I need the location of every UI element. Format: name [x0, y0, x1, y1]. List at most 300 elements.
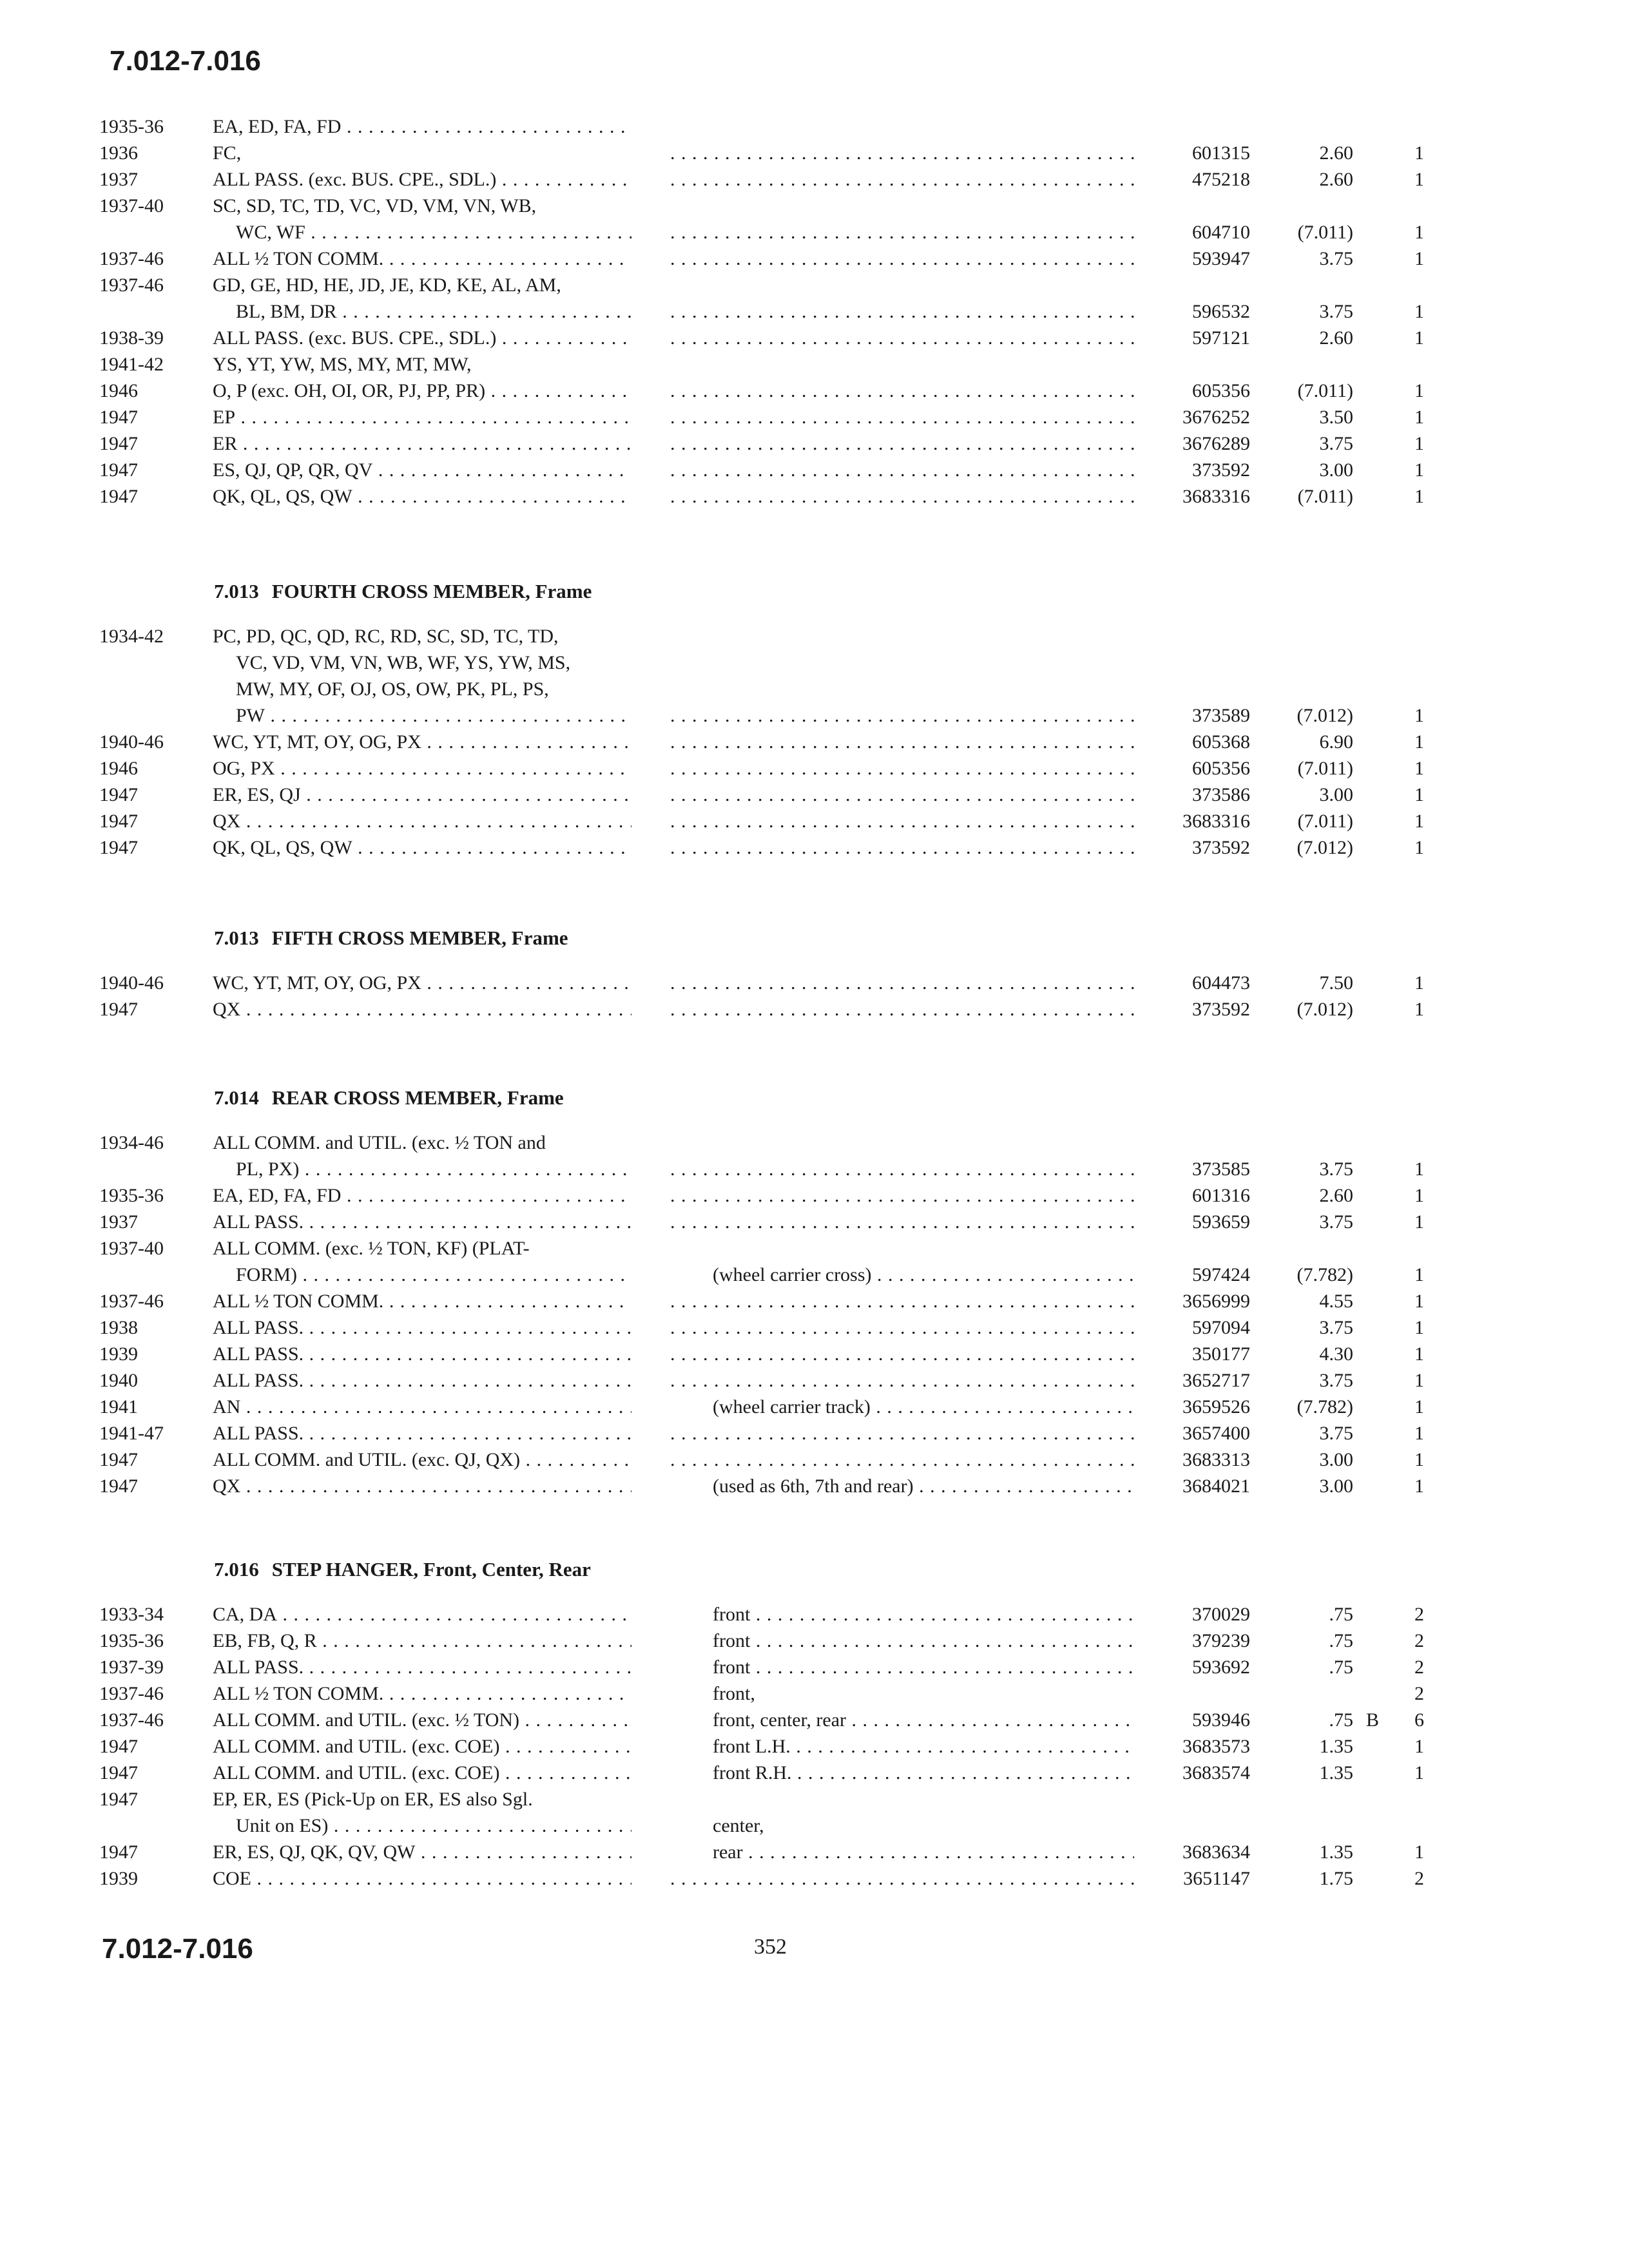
row-quantity: 1: [1414, 1423, 1424, 1444]
section-rows: [0, 1129, 1629, 1499]
table-row: [0, 298, 1629, 325]
row-price: 3.75: [1319, 1423, 1353, 1444]
row-models-text: ER . . .: [213, 433, 631, 454]
row-models: [236, 1262, 631, 1288]
row-models-text: GD, GE, HD, HE, JD, JE, KD, KE, AL, AM,: [213, 274, 561, 296]
row-models: [213, 1786, 631, 1812]
row-part-number: 475218: [1192, 169, 1250, 190]
row-year: 1947: [99, 1762, 138, 1783]
row-description: [670, 325, 1134, 351]
row-description-text: [670, 169, 1134, 190]
row-description-text: front R.H. . . .: [713, 1762, 1134, 1783]
table-row: [0, 1341, 1629, 1367]
row-quantity: 1: [1414, 1370, 1424, 1391]
row-description-text: [670, 999, 1134, 1020]
row-description: [670, 166, 1134, 193]
row-models: [236, 649, 631, 676]
row-quantity: 2: [1414, 1657, 1424, 1678]
row-models: [213, 970, 631, 996]
row-price: 1.75: [1319, 1868, 1353, 1889]
row-description: [670, 834, 1134, 861]
row-models-text: O, P (exc. OH, OI, OR, PJ, PP, PR) . . .: [213, 380, 631, 401]
table-row: [0, 808, 1629, 834]
row-description-text: [670, 1868, 1134, 1889]
row-description: [670, 1420, 1134, 1446]
row-year: 1939: [99, 1868, 138, 1889]
row-models: [213, 1209, 631, 1235]
row-models-text: ALL PASS. (exc. BUS. CPE., SDL.) . . .: [213, 169, 631, 190]
row-part-number: 373585: [1192, 1158, 1250, 1180]
row-description: [670, 1367, 1134, 1394]
row-models-text: CA, DA . . .: [213, 1604, 631, 1625]
row-description-text: [670, 1291, 1134, 1312]
row-description-text: [670, 784, 1134, 805]
section-rows: [0, 970, 1629, 1023]
row-quantity: 1: [1414, 1158, 1424, 1180]
row-price: (7.011): [1297, 758, 1353, 779]
row-models-text: ALL ½ TON COMM. . . .: [213, 1291, 631, 1312]
row-price: 3.00: [1319, 784, 1353, 805]
row-price: 3.50: [1319, 407, 1353, 428]
row-models-text: EB, FB, Q, R . . .: [213, 1630, 631, 1651]
row-part-number: 373586: [1192, 784, 1250, 805]
table-row: [0, 1786, 1629, 1812]
row-models-text: EA, ED, FA, FD . . .: [213, 116, 631, 137]
table-row: [0, 245, 1629, 272]
row-models-text: FORM) . . .: [236, 1264, 631, 1285]
section-number: 7.013: [214, 580, 259, 602]
row-part-number: 3683574: [1182, 1762, 1250, 1783]
row-description-text: front . . .: [713, 1604, 1134, 1625]
row-price: 3.75: [1319, 1370, 1353, 1391]
table-row: [0, 272, 1629, 298]
row-description-text: front . . .: [713, 1657, 1134, 1678]
table-row: [0, 1182, 1629, 1209]
row-part-number: 3683313: [1182, 1449, 1250, 1470]
row-models: [213, 834, 631, 861]
row-description-text: (wheel carrier track) . . .: [713, 1396, 1134, 1418]
row-models: [213, 1420, 631, 1446]
row-price: 3.00: [1319, 459, 1353, 481]
row-part-number: 373592: [1192, 837, 1250, 858]
row-models: [213, 1129, 631, 1156]
row-models: [213, 782, 631, 808]
row-quantity: 1: [1414, 999, 1424, 1020]
row-year: 1940-46: [99, 972, 164, 994]
row-price: 3.75: [1319, 1317, 1353, 1338]
row-year: 1938: [99, 1317, 138, 1338]
row-models-text: ALL PASS. . . .: [213, 1343, 631, 1365]
row-description-text: [670, 1317, 1134, 1338]
table-row: [0, 1367, 1629, 1394]
row-description-text: [670, 142, 1134, 164]
row-year: 1937-46: [99, 274, 164, 296]
row-description: [713, 1394, 1134, 1420]
row-models-text: ES, QJ, QP, QR, QV . . .: [213, 459, 631, 481]
row-models: [213, 430, 631, 457]
row-year: 1947: [99, 784, 138, 805]
row-models: [213, 1707, 631, 1733]
table-row: [0, 378, 1629, 404]
row-description: [670, 430, 1134, 457]
table-row: [0, 1446, 1629, 1473]
row-models: [213, 378, 631, 404]
table-row: [0, 1707, 1629, 1733]
row-part-number: 3676289: [1182, 433, 1250, 454]
row-quantity: 2: [1414, 1630, 1424, 1651]
row-part-number: 3651147: [1183, 1868, 1250, 1889]
row-models-text: ALL ½ TON COMM. . . .: [213, 248, 631, 269]
row-price: 6.90: [1319, 731, 1353, 753]
table-row: [0, 1654, 1629, 1680]
row-models: [236, 298, 631, 325]
row-price: 3.75: [1319, 248, 1353, 269]
row-description-text: [670, 380, 1134, 401]
row-description-text: [670, 731, 1134, 753]
row-quantity: 1: [1414, 142, 1424, 164]
table-row: [0, 782, 1629, 808]
row-models-text: QK, QL, QS, QW . . .: [213, 837, 631, 858]
row-quantity: 1: [1414, 380, 1424, 401]
row-price: (7.011): [1297, 811, 1353, 832]
row-year: 1946: [99, 758, 138, 779]
row-price: 2.60: [1319, 169, 1353, 190]
row-description-text: [670, 837, 1134, 858]
table-row: [0, 1262, 1629, 1288]
row-models-text: ER, ES, QJ, QK, QV, QW . . .: [213, 1841, 631, 1863]
row-part-number: 597094: [1192, 1317, 1250, 1338]
row-description: [670, 729, 1134, 755]
row-description: [713, 1628, 1134, 1654]
row-price: 3.75: [1319, 301, 1353, 322]
section-title: [214, 927, 568, 950]
row-models-text: WC, YT, MT, OY, OG, PX . . .: [213, 972, 631, 994]
row-part-number: 604710: [1192, 222, 1250, 243]
row-price: 3.75: [1319, 433, 1353, 454]
row-quantity: 1: [1414, 731, 1424, 753]
row-models: [213, 1288, 631, 1314]
row-models: [213, 1865, 631, 1892]
section-heading: STEP HANGER, Front, Center, Rear: [271, 1558, 591, 1581]
table-row: [0, 1601, 1629, 1628]
row-models: [213, 729, 631, 755]
row-description: [713, 1733, 1134, 1760]
row-description: [713, 1707, 1134, 1733]
row-models: [213, 1654, 631, 1680]
row-year: 1938-39: [99, 327, 164, 349]
row-price: 1.35: [1319, 1736, 1353, 1757]
table-row: [0, 1680, 1629, 1707]
row-description: [670, 219, 1134, 245]
row-models-text: AN . . .: [213, 1396, 631, 1418]
table-row: [0, 351, 1629, 378]
row-part-number: 373592: [1192, 459, 1250, 481]
row-description: [670, 782, 1134, 808]
row-models-text: COE . . .: [213, 1868, 631, 1889]
row-models-text: EA, ED, FA, FD . . .: [213, 1185, 631, 1206]
table-row: [0, 1760, 1629, 1786]
row-description-text: center,: [713, 1815, 764, 1836]
row-part-number: 604473: [1192, 972, 1250, 994]
row-price: 2.60: [1319, 327, 1353, 349]
table-row: [0, 404, 1629, 430]
row-description: [670, 702, 1134, 729]
section-title: [214, 1086, 564, 1110]
row-part-number: 605356: [1192, 758, 1250, 779]
row-part-number: 605356: [1192, 380, 1250, 401]
row-models-text: QX . . .: [213, 811, 631, 832]
row-description: [670, 298, 1134, 325]
table-row: [0, 702, 1629, 729]
row-part-number: 379239: [1192, 1630, 1250, 1651]
row-quantity: 1: [1414, 758, 1424, 779]
section-number: 7.016: [214, 1558, 259, 1581]
table-row: [0, 1420, 1629, 1446]
row-models: [213, 1760, 631, 1786]
row-year: 1937-46: [99, 1291, 164, 1312]
section-rows: [0, 113, 1629, 510]
row-description-text: [670, 811, 1134, 832]
row-description: [670, 1341, 1134, 1367]
row-part-number: 597424: [1192, 1264, 1250, 1285]
row-price: (7.012): [1296, 999, 1353, 1020]
row-description: [713, 1262, 1134, 1288]
row-models-text: QX . . .: [213, 999, 631, 1020]
row-price: (7.011): [1297, 380, 1353, 401]
row-price: .75: [1329, 1630, 1353, 1651]
row-description: [670, 1156, 1134, 1182]
table-row: [0, 1865, 1629, 1892]
row-quantity: 1: [1414, 1475, 1424, 1497]
row-quantity: 2: [1414, 1683, 1424, 1704]
row-year: 1947: [99, 459, 138, 481]
row-price: (7.012): [1296, 705, 1353, 726]
row-models: [213, 193, 631, 219]
row-models: [213, 351, 631, 378]
row-description: [670, 1446, 1134, 1473]
row-description-text: [670, 486, 1134, 507]
row-description-text: [670, 248, 1134, 269]
row-models-text: ALL PASS. (exc. BUS. CPE., SDL.) . . .: [213, 327, 631, 349]
row-price: 1.35: [1319, 1762, 1353, 1783]
row-models-text: Unit on ES) . . .: [236, 1815, 631, 1836]
row-models-text: ALL COMM. (exc. ½ TON, KF) (PLAT-: [213, 1238, 530, 1259]
table-row: [0, 755, 1629, 782]
row-year: 1940-46: [99, 731, 164, 753]
row-part-number: 3659526: [1182, 1396, 1250, 1418]
row-part-number: 3676252: [1182, 407, 1250, 428]
row-description-text: [670, 301, 1134, 322]
table-row: [0, 1209, 1629, 1235]
row-models: [236, 1156, 631, 1182]
table-row: [0, 430, 1629, 457]
row-description-text: front,: [713, 1683, 755, 1704]
row-models-text: VC, VD, VM, VN, WB, WF, YS, YW, MS,: [236, 652, 571, 673]
row-quantity: 1: [1414, 1185, 1424, 1206]
row-quantity: 1: [1414, 327, 1424, 349]
row-models: [213, 404, 631, 430]
row-price: 4.30: [1319, 1343, 1353, 1365]
row-description: [713, 1680, 1134, 1707]
table-row: [0, 1839, 1629, 1865]
row-description: [670, 755, 1134, 782]
row-models: [213, 1367, 631, 1394]
page-header-code: 7.012-7.016: [110, 45, 261, 77]
row-price: 3.75: [1319, 1158, 1353, 1180]
row-models-text: EP . . .: [213, 407, 631, 428]
row-description: [713, 1760, 1134, 1786]
row-description-text: [670, 222, 1134, 243]
row-models-text: ALL ½ TON COMM. . . .: [213, 1683, 631, 1704]
row-year: 1937-40: [99, 195, 164, 216]
row-price: (7.011): [1297, 486, 1353, 507]
row-part-number: 593946: [1192, 1709, 1250, 1731]
row-year: 1937-46: [99, 1683, 164, 1704]
row-quantity: 1: [1414, 705, 1424, 726]
table-row: [0, 1129, 1629, 1156]
row-quantity: 6: [1414, 1709, 1424, 1731]
table-row: [0, 1733, 1629, 1760]
row-part-number: 373589: [1192, 705, 1250, 726]
row-part-number: 601316: [1192, 1185, 1250, 1206]
row-description-text: [670, 972, 1134, 994]
row-year: 1947: [99, 1475, 138, 1497]
row-models: [213, 483, 631, 510]
row-models: [236, 702, 631, 729]
row-part-number: 3683573: [1182, 1736, 1250, 1757]
row-price: (7.011): [1297, 222, 1353, 243]
row-models-text: WC, WF . . .: [236, 222, 631, 243]
row-year: 1941-47: [99, 1423, 164, 1444]
row-price: .75: [1329, 1709, 1353, 1731]
row-description-text: [670, 1185, 1134, 1206]
row-models-text: PC, PD, QC, QD, RC, RD, SC, SD, TC, TD,: [213, 626, 559, 647]
row-year: 1941-42: [99, 354, 164, 375]
row-description: [670, 808, 1134, 834]
row-description: [670, 245, 1134, 272]
row-models: [213, 996, 631, 1023]
row-description-text: (wheel carrier cross) . . .: [713, 1264, 1134, 1285]
row-year: 1947: [99, 1841, 138, 1863]
row-models-text: SC, SD, TC, TD, VC, VD, VM, VN, WB,: [213, 195, 537, 216]
row-year: 1947: [99, 407, 138, 428]
row-part-number: 373592: [1192, 999, 1250, 1020]
row-models: [213, 623, 631, 649]
row-description: [670, 1314, 1134, 1341]
row-year: 1947: [99, 837, 138, 858]
row-part-number: 3657400: [1182, 1423, 1250, 1444]
row-price: (7.012): [1296, 837, 1353, 858]
row-models-text: PW . . .: [236, 705, 631, 726]
table-row: [0, 729, 1629, 755]
row-models-text: ALL COMM. and UTIL. (exc. ½ TON and: [213, 1132, 546, 1153]
row-part-number: 3652717: [1182, 1370, 1250, 1391]
table-row: [0, 1473, 1629, 1499]
row-models: [213, 140, 631, 166]
row-models-text: EP, ER, ES (Pick-Up on ER, ES also Sgl.: [213, 1789, 533, 1810]
row-price: 1.35: [1319, 1841, 1353, 1863]
row-quantity: 1: [1414, 1317, 1424, 1338]
row-price: 4.55: [1319, 1291, 1353, 1312]
row-models-text: MW, MY, OF, OJ, OS, OW, PK, PL, PS,: [236, 678, 549, 700]
row-price: 3.00: [1319, 1475, 1353, 1497]
row-part-number: 605368: [1192, 731, 1250, 753]
row-description-text: [670, 1343, 1134, 1365]
row-quantity: 1: [1414, 1264, 1424, 1285]
row-quantity: 2: [1414, 1604, 1424, 1625]
row-description-text: rear . . .: [713, 1841, 1134, 1863]
row-part-number: 3683316: [1182, 486, 1250, 507]
row-part-number: 593947: [1192, 248, 1250, 269]
row-models-text: YS, YT, YW, MS, MY, MT, MW,: [213, 354, 472, 375]
row-description: [670, 140, 1134, 166]
table-row: [0, 1394, 1629, 1420]
row-models-text: ALL PASS. . . .: [213, 1423, 631, 1444]
row-quantity: 1: [1414, 1343, 1424, 1365]
row-part-number: 350177: [1192, 1343, 1250, 1365]
row-year: 1947: [99, 433, 138, 454]
page-number: 352: [754, 1935, 787, 1959]
table-row: [0, 1628, 1629, 1654]
row-year: 1937-40: [99, 1238, 164, 1259]
row-description: [713, 1654, 1134, 1680]
row-description: [713, 1839, 1134, 1865]
row-year: 1947: [99, 1789, 138, 1810]
row-models-text: ALL PASS. . . .: [213, 1211, 631, 1233]
row-quantity: 1: [1414, 1211, 1424, 1233]
row-models: [213, 1601, 631, 1628]
table-row: [0, 193, 1629, 219]
row-description-text: [670, 327, 1134, 349]
row-description: [713, 1473, 1134, 1499]
row-models: [236, 676, 631, 702]
section-number: 7.014: [214, 1086, 259, 1109]
row-description-text: [670, 407, 1134, 428]
row-year: 1935-36: [99, 116, 164, 137]
row-quantity: 1: [1414, 222, 1424, 243]
row-quantity: 1: [1414, 1449, 1424, 1470]
row-quantity: 1: [1414, 837, 1424, 858]
page-footer-code: 7.012-7.016: [102, 1933, 253, 1965]
row-models: [213, 1341, 631, 1367]
row-year: 1947: [99, 1736, 138, 1757]
row-part-number: 597121: [1192, 327, 1250, 349]
table-row: [0, 834, 1629, 861]
row-models: [213, 755, 631, 782]
row-models: [213, 1394, 631, 1420]
row-models-text: ALL COMM. and UTIL. (exc. QJ, QX) . . .: [213, 1449, 631, 1470]
row-year: 1947: [99, 486, 138, 507]
row-models: [213, 166, 631, 193]
table-row: [0, 457, 1629, 483]
table-row: [0, 676, 1629, 702]
row-models: [213, 1235, 631, 1262]
row-models: [213, 1733, 631, 1760]
row-quantity: 1: [1414, 1291, 1424, 1312]
row-models-text: ALL PASS. . . .: [213, 1370, 631, 1391]
row-models: [213, 1314, 631, 1341]
row-part-number: 3683316: [1182, 811, 1250, 832]
row-quantity: 1: [1414, 433, 1424, 454]
row-year: 1936: [99, 142, 138, 164]
section-title: [214, 1558, 591, 1581]
row-quantity: 1: [1414, 972, 1424, 994]
row-models: [236, 219, 631, 245]
row-models: [213, 245, 631, 272]
row-models-text: BL, BM, DR . . .: [236, 301, 631, 322]
row-year: 1946: [99, 380, 138, 401]
row-description-text: [670, 758, 1134, 779]
